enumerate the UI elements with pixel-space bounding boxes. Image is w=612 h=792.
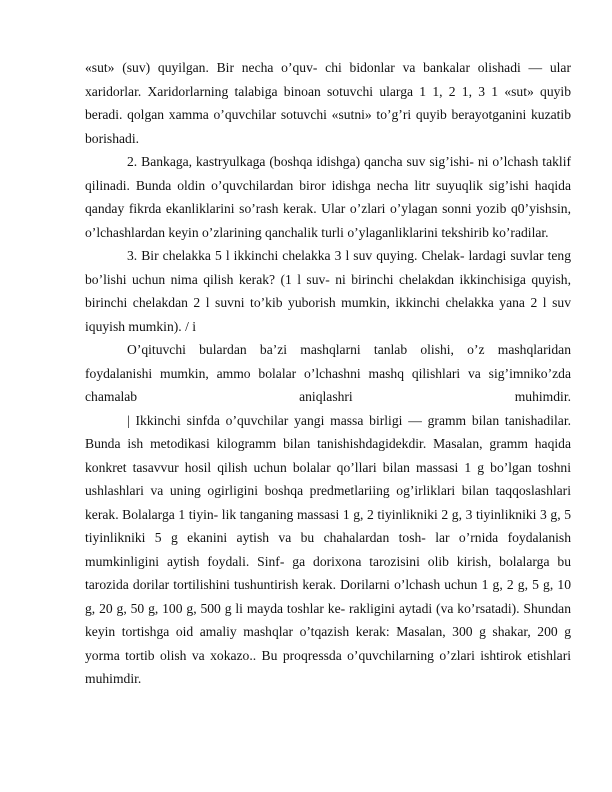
paragraph-teacher-note: O’qituvchi bulardan ba’zi mashqlarni tanlab olishi, o’z mashqlaridan foydalanishi mumkin, ammo bolalar o’lchashni mashq qilishlari va sig’imniko’zda chamalab aniqlashri muhimdir. [85,342,571,404]
paragraph-gram-unit: | Ikkinchi sinfda o’quvchilar yangi massa birligi — gramm bilan tanishadilar. Bunda ish metodikasi kilogramm bilan tanishishdagidekdir. Masalan, gramm haqida konkret tasavvur hosil qilish uchun bolalar qo’llari bilan massasi 1 g bo’lgan toshni ushlashlari va uning ogirligini boshqa predmetlariing og’irliklari bilan taqqoslashlari kerak. Bolalarga 1 tiyin- lik tanganing massasi 1 g, 2 tiyinlikniki 2 g, 3 tiyinlikniki 3 g, 5 tiyinlikniki 5 g ekanini aytish va bu chahalardan tosh- lar o’rnida foydalanish mumkinligini aytish foydali. Sinf- ga dorixona tarozisini olib kirish, bolalarga bu tarozida dorilar tortilishini tushuntirish kerak. Dorilarni o’lchash uchun 1 g, 2 g, 5 g, 10 g, 20 g, 50 g, 100 g, 500 g li mayda toshlar ke- rakligini aytadi (va ko’rsatadi). Shundan keyin tortishga oid amaliy mashqlar o’tqazish kerak: Masalan, 300 g shakar, 200 g yorma tortib olish va xokazo.. Bu proqressda o’quvchilarning o’zlari ishtirok etishlari muhimdir. [85,412,571,686]
document-page [85,56,571,691]
paragraph-exercise-2: 2. Bankaga, kastryulkaga (boshqa idishga) qancha suv sig’ishi- ni o’lchash taklif qilinadi. Bunda oldin o’quvchilardan biror idishga necha litr suyuqlik sig’ishi haqida qanday fikrda ekanliklarini so’rash kerak. Ular o’zlari o’ylagan sonni yozib q0’yishsin, o’lchashlardan keyin o’zlarining qanchalik turli o’ylaganliklarini tekshirib ko’radilar. [85,154,571,240]
paragraph-exercise-3: 3. Bir chelakka 5 l ikkinchi chelakka 3 l suv quying. Chelak- lardagi suvlar teng bo’lishi uchun nima qilish kerak? (1 l suv- ni birinchi chelakdan ikkinchisiga quyish, birinchi chelakdan 2 l suvni to’kib yuborish mumkin, ikkinchi chelakka yana 2 l suv iquyish mumkin). / i [85,248,571,334]
paragraph-continuation: «sut» (suv) quyilgan. Bir necha o’quv- chi bidonlar va bankalar olishadi — ular xaridorlar. Xaridorlarning talabiga binoan sotuvchi ularga 1 1, 2 1, 3 1 «sut» quyib beradi. qolgan xamma o’quvchilar sotuvchi «sutni» to’g’ri quyib berayotganini kuzatib borishadi. [85,60,571,146]
